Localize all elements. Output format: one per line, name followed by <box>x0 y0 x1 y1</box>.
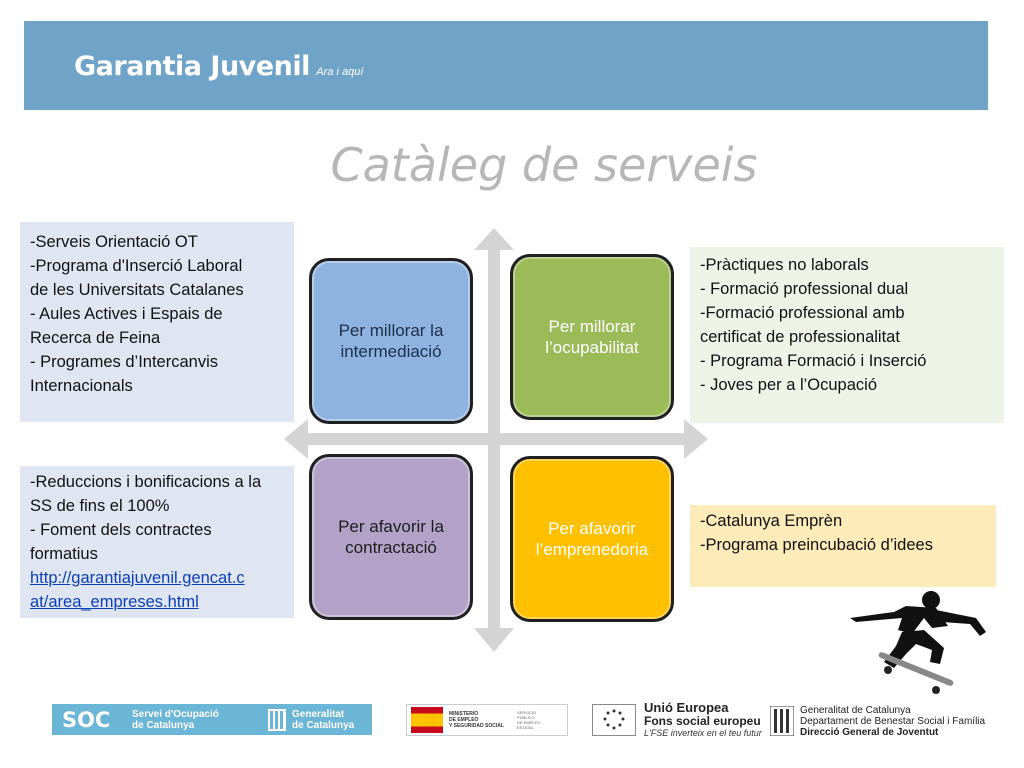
generalitat-logo <box>262 704 372 735</box>
box-line: - Programes d’Intercanvis <box>30 353 218 371</box>
up-arrowhead <box>474 228 514 250</box>
skateboarder-icon <box>836 588 996 698</box>
box-line: SS de fins el 100% <box>30 497 170 515</box>
tile-entrepreneurship: Per afavorir l’emprenedoria <box>510 456 674 622</box>
ministry-text <box>449 711 517 729</box>
generalitat-emblem-icon <box>268 709 286 731</box>
tile-hiring: Per afavorir la contractació <box>309 454 473 620</box>
box-line: -Pràctiques no laborals <box>700 256 869 274</box>
employers-area-link[interactable]: http://garantiajuvenil.gencat.c <box>30 569 245 587</box>
hiring-incentives-box <box>20 466 294 618</box>
box-line: de les Universitats Catalanes <box>30 281 244 299</box>
right-arrowhead <box>684 419 708 459</box>
ministry-line: Y SEGURIDAD SOCIAL <box>449 723 504 729</box>
box-line: -Reduccions i bonificacions a la <box>30 473 262 491</box>
box-line: -Serveis Orientació OT <box>30 233 198 251</box>
box-line: -Formació professional amb <box>700 304 905 322</box>
left-arrowhead <box>284 419 308 459</box>
box-line: - Programa Formació i Inserció <box>700 352 927 370</box>
box-line: -Catalunya Emprèn <box>700 512 843 530</box>
youth-directorate-logo <box>770 704 990 738</box>
ministry-line: DE EMPLEO <box>449 717 479 723</box>
box-line: - Foment dels contractes <box>30 521 212 539</box>
soc-text <box>132 709 219 731</box>
generalitat-text <box>292 709 354 731</box>
spain-flag-icon <box>411 707 443 733</box>
tile-employability: Per millorar l’ocupabilitat <box>510 254 674 420</box>
box-line: - Aules Actives i Espais de <box>30 305 223 323</box>
eu-flag-icon <box>592 704 636 736</box>
footer-logos <box>0 690 1024 750</box>
eu-logo <box>592 702 762 738</box>
ministry-line: MINISTERIO <box>449 711 479 717</box>
training-programs-box <box>690 247 1004 423</box>
generalitat-emblem-icon <box>770 706 794 736</box>
eu-text <box>644 701 762 739</box>
box-line: - Formació professional dual <box>700 280 909 298</box>
brand-tagline: Ara i aquí <box>316 66 364 78</box>
box-line: Recerca de Feina <box>30 329 161 347</box>
services-orientation-box <box>20 222 294 422</box>
directorate-line: Generalitat de Catalunya <box>800 704 911 716</box>
soc-logo <box>52 704 262 735</box>
entrepreneurship-box <box>690 505 996 587</box>
eu-line: Fons social europeu <box>644 714 761 728</box>
ministry-logo <box>406 704 568 736</box>
box-line: -Programa d'Inserció Laboral <box>30 257 243 275</box>
page-title: Catàleg de serveis <box>330 138 758 192</box>
box-line: Internacionals <box>30 377 133 395</box>
box-line: formatius <box>30 545 98 563</box>
horizontal-arrow-shaft <box>306 433 692 445</box>
youth-directorate-text <box>800 705 985 738</box>
tile-intermediation: Per millorar la intermediació <box>309 258 473 424</box>
brand-title: Garantia Juvenil <box>74 51 310 82</box>
generalitat-line: de Catalunya <box>292 719 355 731</box>
box-line: - Joves per a l’Ocupació <box>700 376 877 394</box>
generalitat-line: Generalitat <box>292 708 345 720</box>
directorate-line: Departament de Benestar Social i Família <box>800 715 986 727</box>
soc-mark: SOC <box>62 707 111 732</box>
box-line: certificat de professionalitat <box>700 328 900 346</box>
soc-line: de Catalunya <box>132 719 195 731</box>
soc-line: Servei d'Ocupació <box>132 708 219 720</box>
sepe-text <box>517 710 553 730</box>
box-line: -Programa preincubació d’idees <box>700 536 933 554</box>
directorate-line: Direcció General de Joventut <box>800 726 939 738</box>
sepe-line: SERVICIO PÚBLICO <box>517 710 537 720</box>
eu-stars-icon <box>599 708 629 732</box>
employers-area-link-cont[interactable]: at/area_empreses.html <box>30 593 199 611</box>
eu-line: L'FSE inverteix en el teu futur <box>644 728 762 738</box>
down-arrowhead <box>474 628 514 652</box>
sepe-line: DE EMPLEO ESTATAL <box>517 720 541 730</box>
eu-line: Unió Europea <box>644 700 729 715</box>
